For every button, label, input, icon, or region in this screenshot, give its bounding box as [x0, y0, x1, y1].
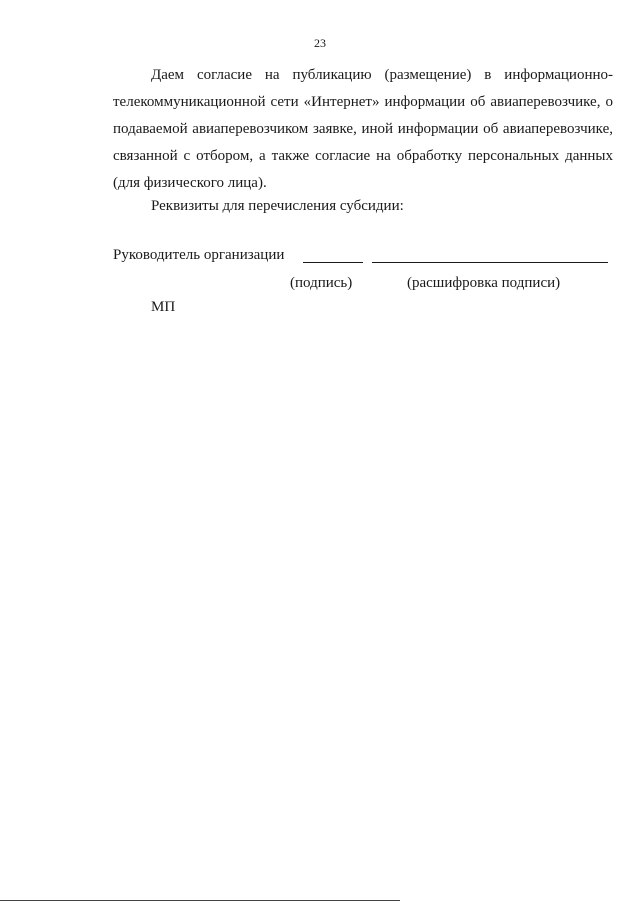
requisites-label: Реквизиты для перечисления субсидии: — [151, 198, 404, 214]
signature-line — [303, 262, 363, 263]
signature-row — [113, 246, 613, 268]
footer-divider — [0, 900, 400, 901]
consent-paragraph: Даем согласие на публикацию (размещение) в информационно-телекоммуникационной сети «Интернет» информации об авиаперевозчике, о подаваемой авиаперевозчиком заявке, иной информации об авиаперевозчике, связанной с отбором, а также согласие на обработку персональных данных (для физического лица). — [113, 67, 613, 191]
signature-decoding-line — [372, 262, 608, 263]
head-of-organization-label: Руководитель организации — [113, 247, 285, 263]
signature-decoding-caption: (расшифровка подписи) — [407, 275, 561, 291]
page-number: 23 — [314, 36, 326, 50]
signature-caption: (подпись) — [290, 275, 353, 291]
stamp-place-label: МП — [151, 299, 176, 315]
